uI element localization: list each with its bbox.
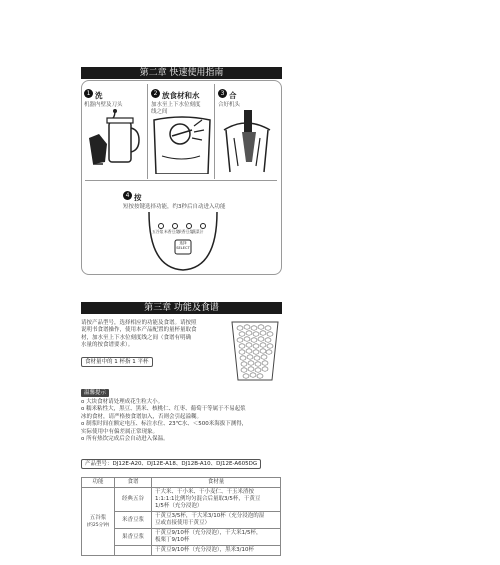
step-1-desc: 机器内壁及刀头 — [84, 102, 123, 108]
ingredients-cell — [152, 529, 281, 546]
step-3-desc: 合好机头 — [218, 102, 241, 108]
measuring-cup-illustration — [230, 318, 280, 382]
select-button-label: 选择 SELECT — [176, 241, 190, 250]
chapter3-title-bar — [81, 302, 282, 314]
step-2-desc-line: 加水至上下水位刻度 — [151, 102, 201, 108]
step-4-desc: 短按按键选择功能，约3秒后自动进入功能 — [123, 204, 226, 210]
ingredient-line: 干黄豆9/10杯（充分浸泡），黑米3/10杯 — [155, 547, 254, 553]
tip-line: o 糯米粘性大，黑豆、黑米、核桃仁、红枣、葡萄干等属于不易起浆 — [81, 406, 246, 413]
table-header: 食谱 — [115, 478, 152, 488]
recipe-name: 米香豆浆 — [115, 512, 152, 529]
ingredients-cell — [152, 512, 281, 529]
intro-text — [81, 320, 231, 350]
panel-label: 米香豆浆 — [164, 229, 180, 234]
table-header: 食材量 — [152, 478, 281, 488]
function-name: 五谷浆 — [89, 514, 107, 521]
step-3-number: 3 — [218, 89, 227, 98]
cup-note: 食材量中的 1 杯指 1 平杯 — [81, 357, 153, 367]
panel-label: 蔬菜汁 — [192, 229, 204, 234]
panel-label: 果香豆浆 — [178, 229, 194, 234]
wash-blade-illustration — [85, 108, 145, 170]
tip-line: o 所有热饮完成后会自动进入保温。 — [81, 436, 169, 443]
step-1 — [84, 83, 146, 109]
step-2-title: 放食材和水 — [162, 91, 200, 100]
intro-line: 材，加水至上下水位刻度线之间（食谱有明确 — [81, 334, 192, 341]
ingredient-line: 板栗丁9/10杯 — [155, 537, 190, 543]
tip-line: 冰的食材，请严格按食谱加入，否则会引起溢糊。 — [81, 413, 203, 420]
tip-line: o 制浆时间在额定电压、标注水位、23℃水、＜500米海拔下测得， — [81, 421, 248, 428]
table-header-row — [82, 478, 281, 488]
ingredient-line: 豆或直接使用干黄豆） — [155, 520, 211, 526]
ingredient-line: 1/5杯（充分浸泡） — [155, 503, 203, 509]
ingredients-cell — [152, 546, 281, 556]
step-1-title: 洗 — [95, 91, 103, 100]
recipe-name — [115, 546, 152, 556]
recipe-name: 果香豆浆 — [115, 529, 152, 546]
model-list: 产品型号：DJ12E-A20、DJ12E-A18、DJ12B-A10、DJ12E-A605DG — [81, 459, 261, 469]
ingredient-line: 干大米、干小米、干小麦仁、干玉米渣按 — [155, 489, 255, 495]
intro-line: 说明书食谱操作，使用本产品配置的量杯量取食 — [81, 327, 197, 334]
function-cell — [82, 488, 115, 556]
close-head-illustration — [218, 108, 276, 174]
tips-label: 温馨提示 — [81, 389, 109, 397]
step-3-title: 合 — [229, 91, 237, 100]
table-row — [82, 488, 281, 512]
add-water-illustration — [150, 112, 212, 174]
ingredient-line: 1:1:1:1比例均匀混合后量取3/5杯，干黄豆 — [155, 496, 261, 502]
chapter2-title: 第二章 快速使用指南 — [139, 68, 224, 78]
step-divider — [214, 84, 215, 179]
step-4-number: 4 — [123, 191, 132, 200]
chapter3-title: 第三章 功能及食谱 — [144, 303, 219, 313]
tip-line: 实际使用中有偏差属正常现象。 — [81, 428, 159, 435]
intro-line: 请按产品型号，选择相应的功能及食谱。请按照 — [81, 320, 197, 326]
step-2-desc-line: 线之间 — [151, 109, 168, 115]
recipe-table — [81, 477, 281, 556]
function-duration: (约25分钟) — [86, 522, 110, 528]
ingredient-line: 干黄豆9/10杯（充分浸泡），干大米1/5杯， — [155, 530, 262, 536]
step-4 — [123, 185, 278, 211]
step-1-number: 1 — [84, 89, 93, 98]
tip-line: o 大块食材请处理成花生粒大小。 — [81, 399, 164, 405]
step-2-number: 2 — [151, 89, 160, 98]
ingredients-cell — [152, 488, 281, 512]
step-3 — [218, 83, 278, 109]
ingredient-line: 干黄豆3/5杯，干大米3/10杯（充分浸泡的湿 — [155, 513, 265, 519]
panel-label: 五谷浆 — [152, 229, 164, 234]
step-divider — [147, 84, 148, 179]
intro-line: 水量的按食谱要求）。 — [81, 342, 134, 349]
recipe-name: 经典五谷 — [115, 488, 152, 512]
table-header: 功能 — [82, 478, 115, 488]
step-4-title: 按 — [134, 193, 142, 202]
chapter2-title-bar — [81, 67, 282, 79]
tips-list — [81, 399, 291, 443]
step-divider-horizontal — [85, 180, 277, 181]
